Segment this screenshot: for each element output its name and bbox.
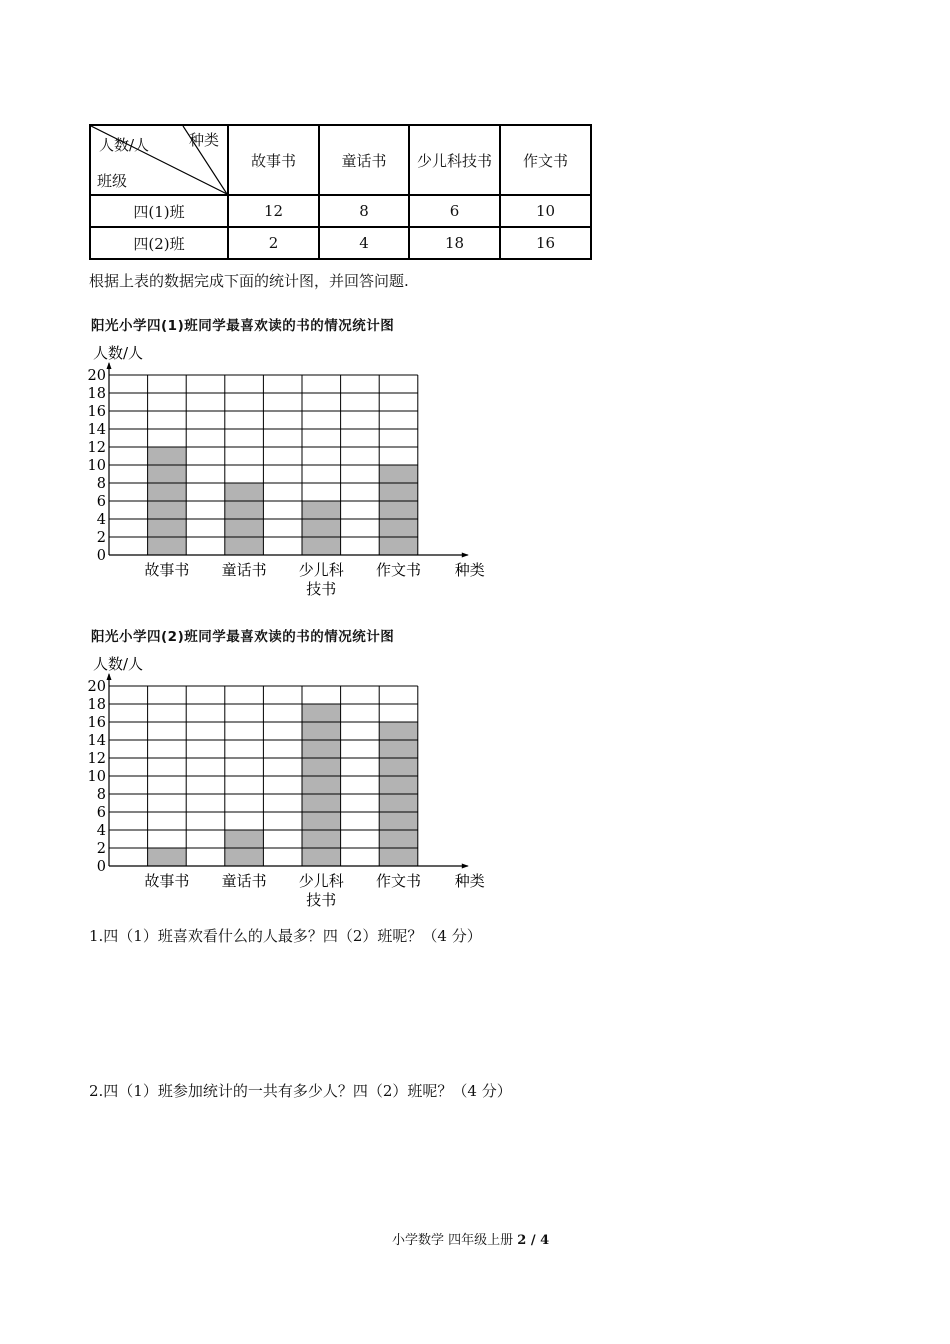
data-table xyxy=(89,124,592,260)
table-cell: 16 xyxy=(500,227,591,259)
page-footer xyxy=(392,1229,549,1248)
y-tick-label: 4 xyxy=(96,823,106,839)
y-tick-label: 18 xyxy=(87,697,106,713)
y-tick-label: 20 xyxy=(87,679,106,695)
table-cell: 8 xyxy=(319,195,409,227)
x-tick-label: 故事书 xyxy=(144,872,190,890)
y-tick-label: 0 xyxy=(96,859,106,875)
table-cell: 10 xyxy=(500,195,591,227)
instruction-text: 根据上表的数据完成下面的统计图，并回答问题. xyxy=(89,272,409,290)
x-tick-label-line2: 技书 xyxy=(306,891,337,909)
x-tick-label: 作文书 xyxy=(375,872,422,890)
x-tick-label-line2: 技书 xyxy=(306,580,337,598)
table-cell: 2 xyxy=(228,227,319,259)
x-tick-label: 少儿科 xyxy=(298,561,344,579)
x-tick-label: 童话书 xyxy=(221,561,267,579)
bar xyxy=(379,465,418,555)
y-tick-label: 10 xyxy=(87,769,106,785)
table-cell: 6 xyxy=(409,195,500,227)
footer-text: 小学数学 四年级上册 xyxy=(392,1233,518,1248)
y-tick-label: 8 xyxy=(96,787,106,803)
y-tick-label: 2 xyxy=(96,841,106,857)
y-tick-label: 4 xyxy=(96,512,106,528)
y-tick-label: 18 xyxy=(87,386,106,402)
y-tick-label: 16 xyxy=(87,715,106,731)
x-tick-label: 童话书 xyxy=(221,872,267,890)
x-axis-label: 种类 xyxy=(454,561,485,579)
chart-2 xyxy=(85,651,505,920)
y-tick-label: 20 xyxy=(87,368,106,384)
table-header-row xyxy=(90,125,591,195)
table-cell: 18 xyxy=(409,227,500,259)
table-row-label: 四(1)班 xyxy=(90,195,228,227)
y-tick-label: 12 xyxy=(87,440,106,456)
table-header-cell: 少儿科技书 xyxy=(409,125,500,195)
bar xyxy=(302,704,341,866)
table-row xyxy=(90,227,591,259)
bar xyxy=(302,501,341,555)
x-axis-label: 种类 xyxy=(454,872,485,890)
y-axis-arrow xyxy=(107,362,112,369)
table-row xyxy=(90,195,591,227)
chart-2-svg xyxy=(85,651,505,916)
question-2: 2.四（1）班参加统计的一共有多少人？四（2）班呢？（4 分） xyxy=(89,1082,512,1100)
question-1: 1.四（1）班喜欢看什么的人最多？四（2）班呢？（4 分） xyxy=(89,927,482,945)
y-axis-label: 人数/人 xyxy=(93,344,144,362)
table-header-cell: 故事书 xyxy=(228,125,319,195)
x-tick-label: 故事书 xyxy=(144,561,190,579)
bar xyxy=(148,848,187,866)
chart-1-svg xyxy=(85,340,505,605)
y-tick-label: 14 xyxy=(87,422,106,438)
y-tick-label: 16 xyxy=(87,404,106,420)
x-tick-label: 少儿科 xyxy=(298,872,344,890)
table-cell: 12 xyxy=(228,195,319,227)
y-tick-label: 14 xyxy=(87,733,106,749)
y-tick-label: 0 xyxy=(96,548,106,564)
y-tick-label: 8 xyxy=(96,476,106,492)
table-corner-cell xyxy=(90,125,228,195)
corner-label-class: 班级 xyxy=(97,172,128,190)
y-tick-label: 6 xyxy=(96,494,106,510)
x-axis-arrow xyxy=(462,864,469,869)
corner-label-type: 种类 xyxy=(188,131,219,149)
table-cell: 4 xyxy=(319,227,409,259)
chart-1-title: 阳光小学四(1)班同学最喜欢读的书的情况统计图 xyxy=(91,318,395,334)
y-tick-label: 10 xyxy=(87,458,106,474)
chart-2-title: 阳光小学四(2)班同学最喜欢读的书的情况统计图 xyxy=(91,629,395,645)
y-axis-label: 人数/人 xyxy=(93,655,144,673)
x-tick-label: 作文书 xyxy=(375,561,422,579)
y-tick-label: 12 xyxy=(87,751,106,767)
page-number: 2 / 4 xyxy=(517,1233,550,1248)
table-header-cell: 作文书 xyxy=(500,125,591,195)
table-header-cell: 童话书 xyxy=(319,125,409,195)
y-tick-label: 6 xyxy=(96,805,106,821)
x-axis-arrow xyxy=(462,553,469,558)
y-tick-label: 2 xyxy=(96,530,106,546)
chart-1 xyxy=(85,340,505,609)
y-axis-arrow xyxy=(107,673,112,680)
table-row-label: 四(2)班 xyxy=(90,227,228,259)
corner-label-count: 人数/人 xyxy=(99,136,150,154)
